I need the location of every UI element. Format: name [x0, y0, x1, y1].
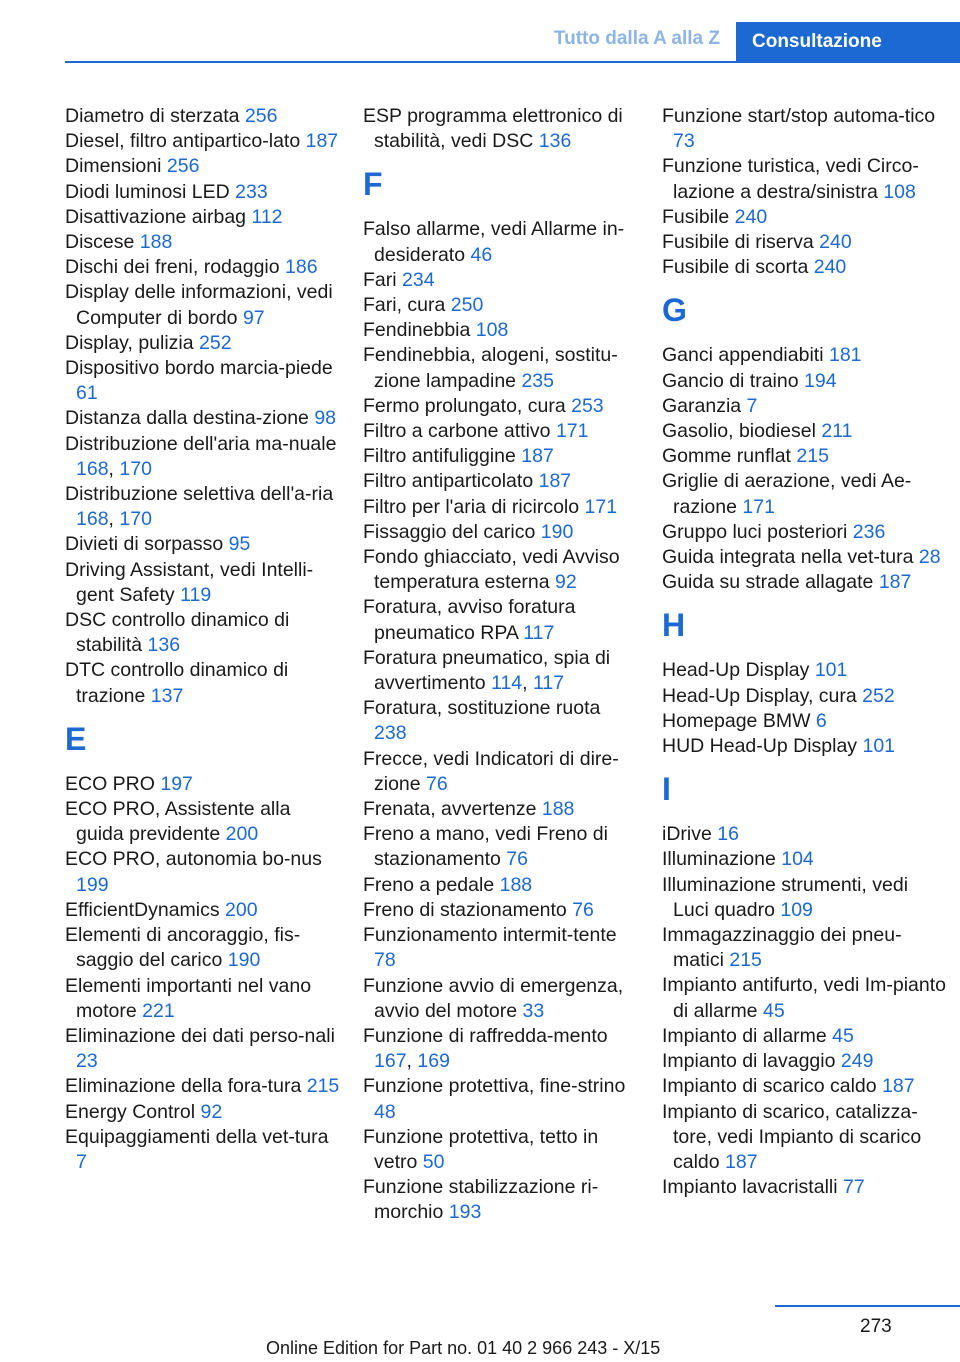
index-entry: [662, 545, 947, 570]
index-entry-term: Diodi luminosi LED: [65, 180, 230, 203]
index-entry: [65, 772, 340, 797]
page-reference-link[interactable]: 181: [828, 344, 862, 367]
page-reference-link[interactable]: 6: [815, 709, 827, 732]
index-entry-term: Griglie di aerazione, vedi Ae-razione: [662, 470, 912, 518]
index-entry: [363, 495, 638, 520]
index-entry-term: Homepage BMW: [662, 709, 811, 732]
page-header: [0, 0, 960, 62]
page-reference-link[interactable]: 252: [862, 684, 895, 707]
page-reference-link[interactable]: 46: [470, 243, 493, 266]
index-letter-heading: G: [662, 292, 687, 329]
page-reference-link[interactable]: 187: [305, 130, 339, 153]
index-entry-term: Garanzia: [662, 394, 742, 417]
page-reference-link[interactable]: 221: [142, 999, 175, 1022]
index-entry: [662, 343, 947, 368]
index-column-1: [65, 104, 340, 1175]
page-reference-link[interactable]: 136: [147, 634, 181, 657]
index-entry: [662, 469, 947, 519]
page-reference-link[interactable]: 77: [843, 1176, 865, 1199]
chapter-tab[interactable]: Consultazione: [736, 22, 960, 62]
page-reference-link[interactable]: 249: [840, 1050, 874, 1073]
index-entry-term: Frecce, vedi Indicatori di dire-zione: [363, 747, 619, 795]
index-letter-heading: I: [662, 771, 671, 808]
index-entry: [662, 419, 947, 444]
index-entry: [363, 974, 638, 1024]
index-entry: [363, 444, 638, 469]
index-entry-term: Fermo prolungato, cura: [363, 394, 566, 417]
index-entry-term: Eliminazione della fora-tura: [65, 1075, 302, 1098]
index-entry-term: Impianto lavacristalli: [662, 1176, 838, 1199]
index-entry-term: Gasolio, biodiesel: [662, 420, 816, 443]
index-entry-term: Equipaggiamenti della vet-tura: [65, 1125, 329, 1148]
page-reference-link[interactable]: 73: [673, 130, 695, 153]
page-reference-link[interactable]: 117: [523, 621, 555, 644]
page-reference-link[interactable]: 78: [374, 949, 396, 972]
index-entry: [65, 898, 340, 923]
index-entry: [65, 356, 340, 406]
page-reference-link[interactable]: 215: [306, 1075, 340, 1098]
index-entry: [662, 570, 947, 595]
index-entry: Distribuzione dell'aria ma-nuale 168, 170: [65, 432, 337, 480]
index-letter-heading: E: [65, 720, 87, 757]
page-reference-link[interactable]: 101: [814, 659, 848, 682]
index-entry-term: Frenata, avvertenze: [363, 798, 537, 821]
index-entry: [363, 268, 638, 293]
page-reference-link[interactable]: 193: [448, 1201, 482, 1224]
page-reference-link[interactable]: 235: [521, 369, 554, 392]
page-reference-link[interactable]: 137: [150, 684, 184, 707]
index-entry-term: Dischi dei freni, rodaggio: [65, 256, 280, 279]
index-entry-term: ECO PRO: [65, 772, 155, 795]
index-entry: [363, 343, 638, 393]
index-entry: [363, 873, 638, 898]
index-entry: [363, 318, 638, 343]
index-entry: [662, 444, 947, 469]
page-reference-link[interactable]: 199: [76, 873, 109, 896]
page-reference-link[interactable]: 76: [572, 898, 594, 921]
index-entry-term: Impianto antifurto, vedi Im-pianto di allarme: [662, 974, 946, 1022]
page-reference-link[interactable]: 188: [541, 798, 575, 821]
index-entry-term: Distribuzione selettiva dell'a-ria: [65, 483, 334, 506]
index-entry: [65, 129, 340, 154]
index-entry: [65, 974, 340, 1024]
index-entry: [662, 230, 947, 255]
edition-note: Online Edition for Part no. 01 40 2 966 243 - X/15: [266, 1338, 661, 1358]
section-title: Tutto dalla A alla Z: [553, 28, 720, 49]
page-reference-link[interactable]: 169: [417, 1050, 450, 1073]
index-entry-term: Fissaggio del carico: [363, 520, 536, 543]
index-entry: [363, 797, 638, 822]
index-entry-term: DTC controllo dinamico di trazione: [65, 659, 289, 707]
page-reference-link[interactable]: 188: [139, 231, 173, 254]
index-entry-term: Dispositivo bordo marcia-piede: [65, 357, 333, 380]
index-entry: [662, 973, 947, 1023]
page-reference-link[interactable]: 97: [242, 306, 265, 329]
index-entry: Distribuzione selettiva dell'a-ria 168, 170: [65, 483, 334, 531]
footer-rule: [775, 1305, 960, 1307]
page-reference-link[interactable]: 76: [426, 772, 448, 795]
index-entry: [65, 104, 340, 129]
index-entry: [363, 1175, 638, 1225]
index-entry-term: Discese: [65, 231, 135, 254]
index-entry-term: Foratura, avviso foratura pneumatico RPA: [363, 596, 576, 644]
index-entry: [65, 797, 340, 847]
index-entry-term: Immagazzinaggio dei pneu-matici: [662, 924, 902, 972]
page-reference-link[interactable]: 92: [555, 571, 577, 594]
page-reference-link[interactable]: 168: [76, 457, 109, 480]
index-entry-term: Gancio di traino: [662, 369, 799, 392]
index-entry: [662, 104, 947, 154]
index-entry: [662, 154, 947, 204]
index-entry-term: Fondo ghiacciato, vedi Avviso temperatura esterna: [363, 546, 620, 594]
index-entry-term: Funzione turistica, vedi Circo-lazione a destra/sinistra: [662, 155, 919, 203]
index-entry: [662, 1100, 947, 1176]
index-entry-term: Illuminazione strumenti, vedi Luci quadro: [662, 873, 909, 921]
index-entry: [65, 658, 340, 708]
page-reference-link[interactable]: 171: [555, 420, 589, 443]
index-entry: [363, 394, 638, 419]
page-reference-link[interactable]: 23: [76, 1050, 98, 1073]
index-entry: [363, 1074, 638, 1124]
index-entry: [363, 747, 638, 797]
index-entry: [363, 104, 638, 154]
index-entry: [662, 734, 947, 759]
index-entry-term: ESP programma elettronico di stabilità, vedi DSC: [363, 105, 623, 153]
index-entry: [363, 469, 638, 494]
index-entry: [662, 1049, 947, 1074]
page-number: 273: [860, 1316, 892, 1337]
index-entry: [662, 709, 947, 734]
index-entry: Funzione di raffredda-mento 167, 169: [363, 1024, 608, 1073]
index-entry: [65, 532, 340, 557]
page-reference-link[interactable]: 76: [506, 848, 528, 871]
index-entry-term: Elementi importanti nel vano motore: [65, 974, 312, 1022]
index-entry-term: Foratura pneumatico, spia di avvertimento: [363, 646, 611, 695]
index-entry: [363, 696, 638, 746]
page-reference-link[interactable]: 16: [717, 823, 739, 846]
index-entry-term: Display delle informazioni, vedi Computer di bordo: [65, 281, 333, 329]
page-reference-link[interactable]: 233: [235, 180, 268, 203]
index-entry-term: Eliminazione dei dati perso-nali: [65, 1024, 335, 1047]
index-entry: [662, 1074, 947, 1099]
page-reference-link[interactable]: 256: [244, 105, 278, 127]
index-entry-term: Filtro per l'aria di ricircolo: [363, 495, 580, 518]
index-entry-term: Guida integrata nella vet-tura: [662, 546, 914, 569]
index-column-3: [662, 104, 947, 1200]
page-reference-link[interactable]: 101: [862, 735, 896, 758]
index-entry-term: Fari: [363, 268, 397, 291]
page-reference-link[interactable]: 187: [878, 571, 912, 594]
index-entry: [662, 394, 947, 419]
page-reference-link[interactable]: 170: [119, 508, 152, 531]
index-entry-term: Freno a mano, vedi Freno di stazionamento: [363, 823, 608, 871]
index-entry: [65, 558, 340, 608]
index-letter-heading: H: [662, 607, 686, 644]
index-entry: [65, 180, 340, 205]
page-reference-link[interactable]: 186: [285, 256, 318, 279]
index-entry-term: Elementi di ancoraggio, fis-saggio del carico: [65, 924, 301, 972]
index-entry-term: Funzione protettiva, fine-strino: [363, 1075, 626, 1098]
page-reference-link[interactable]: 108: [883, 180, 916, 203]
index-entry-term: Funzione stabilizzazione ri-morchio: [363, 1176, 599, 1224]
index-column-2: [363, 104, 638, 1226]
index-entry-term: DSC controllo dinamico di stabilità: [65, 609, 290, 657]
index-entry-term: Guida su strade allagate: [662, 571, 874, 594]
index-entry: [363, 822, 638, 872]
index-entry: [65, 406, 340, 431]
index-entry: [65, 280, 340, 330]
page-reference-link[interactable]: 33: [522, 999, 545, 1022]
index-entry: [65, 205, 340, 230]
page-reference-link[interactable]: 190: [227, 949, 261, 972]
header-rule: [65, 61, 960, 63]
index-entry-term: Gomme runflat: [662, 445, 791, 468]
page-reference-link[interactable]: 215: [796, 445, 829, 468]
index-entry: [662, 1024, 947, 1049]
page-reference-link[interactable]: 187: [725, 1150, 758, 1173]
page-reference-link[interactable]: 119: [180, 583, 212, 606]
index-entry: [65, 1125, 340, 1175]
page-reference-link[interactable]: 197: [160, 772, 193, 795]
page-reference-link[interactable]: 92: [200, 1100, 223, 1123]
index-entry-term: Filtro antifuliggine: [363, 445, 516, 468]
index-entry: [662, 847, 947, 872]
page-reference-link[interactable]: 45: [762, 999, 785, 1022]
page-reference-link[interactable]: 187: [538, 470, 572, 493]
index-entry-term: Ganci appendiabiti: [662, 344, 824, 367]
index-entry: [65, 1074, 340, 1099]
index-entry: [65, 1024, 340, 1074]
index-entry: [662, 520, 947, 545]
page-reference-link[interactable]: 28: [918, 546, 941, 569]
index-entry: [363, 1125, 638, 1175]
page-reference-link[interactable]: 50: [422, 1150, 445, 1173]
index-entry-term: Energy Control: [65, 1100, 196, 1123]
page-reference-link[interactable]: 7: [746, 394, 758, 417]
index-entry: [363, 520, 638, 545]
index-entry: [662, 205, 947, 230]
index-entry-term: ECO PRO, Assistente alla guida previdente: [65, 798, 291, 846]
index-entry-term: Gruppo luci posteriori: [662, 520, 848, 543]
page-reference-link[interactable]: 250: [450, 294, 484, 317]
index-entry: Foratura pneumatico, spia di avvertimento 114, 117: [363, 646, 611, 695]
page-reference-link[interactable]: 171: [742, 495, 775, 518]
index-entry-term: Display, pulizia: [65, 331, 194, 354]
page-reference-link[interactable]: 211: [821, 420, 853, 443]
index-entry-term: Diametro di sterzata: [65, 105, 240, 127]
page-reference-link[interactable]: 48: [374, 1100, 396, 1123]
page-reference-link[interactable]: 240: [819, 231, 852, 254]
index-entry-term: Head-Up Display: [662, 659, 810, 682]
index-entry-term: Impianto di scarico, catalizza-tore, vedi Impianto di scarico caldo: [662, 1100, 922, 1173]
index-entry: [662, 1175, 947, 1200]
page-reference-link[interactable]: 168: [76, 508, 109, 531]
index-entry-term: Funzione protettiva, tetto in vetro: [363, 1125, 599, 1173]
page-reference-link[interactable]: 253: [571, 394, 604, 417]
index-entry: [65, 230, 340, 255]
index-entry-term: Impianto di allarme: [662, 1024, 827, 1047]
page-reference-link[interactable]: 187: [521, 445, 554, 468]
page-reference-link[interactable]: 108: [475, 319, 509, 342]
index-entry-term: Disattivazione airbag: [65, 205, 247, 228]
index-entry: [662, 822, 947, 847]
index-entry: [662, 255, 947, 280]
index-entry: [363, 419, 638, 444]
index-entry-term: Dimensioni: [65, 155, 162, 178]
index-entry-term: Driving Assistant, vedi Intelli-gent Safety: [65, 558, 314, 606]
index-letter-heading: F: [363, 166, 383, 203]
index-entry-term: Funzione di raffredda-mento: [363, 1024, 608, 1047]
index-entry-term: Freno di stazionamento: [363, 898, 567, 921]
page-reference-link[interactable]: 238: [374, 722, 407, 745]
index-entry: [662, 923, 947, 973]
page-reference-link[interactable]: 200: [225, 823, 259, 846]
index-entry-term: Funzionamento intermit-tente: [363, 924, 617, 947]
index-entry: [363, 545, 638, 595]
index-entry-term: Funzione start/stop automa-tico: [662, 105, 936, 127]
index-entry: [662, 369, 947, 394]
index-entry-term: Illuminazione: [662, 848, 776, 871]
page-reference-link[interactable]: 240: [813, 256, 847, 279]
index-entry-term: Head-Up Display, cura: [662, 684, 857, 707]
page-reference-link[interactable]: 200: [225, 898, 258, 921]
page-reference-link[interactable]: 109: [780, 898, 813, 921]
index-entry: [363, 923, 638, 973]
index-entry-term: Fusibile: [662, 205, 730, 228]
index-entry-term: HUD Head-Up Display: [662, 735, 858, 758]
index-entry-term: Fusibile di scorta: [662, 256, 809, 279]
index-entry: [65, 255, 340, 280]
index-entry-term: Foratura, sostituzione ruota: [363, 697, 601, 720]
page-reference-link[interactable]: 240: [734, 205, 768, 228]
index-entry: [363, 595, 638, 645]
page-reference-link[interactable]: 136: [538, 130, 572, 153]
page-reference-link[interactable]: 194: [804, 369, 837, 392]
index-entry-term: EfficientDynamics: [65, 898, 220, 921]
index-entry: [65, 154, 340, 179]
page-reference-link[interactable]: 215: [729, 949, 762, 972]
index-entry-term: Falso allarme, vedi Allarme in-desiderato: [363, 218, 625, 266]
page-reference-link[interactable]: 170: [119, 457, 152, 480]
index-entry-term: Distanza dalla destina-zione: [65, 407, 309, 430]
page-reference-link[interactable]: 171: [584, 495, 618, 518]
page-reference-link[interactable]: 236: [852, 520, 886, 543]
index-entry: [662, 873, 947, 923]
index-entry-term: Diesel, filtro antipartico-lato: [65, 130, 301, 153]
index-entry: [662, 658, 947, 683]
index-entry-term: Fendinebbia: [363, 319, 471, 342]
index-entry-term: Fari, cura: [363, 294, 446, 317]
index-entry-term: Distribuzione dell'aria ma-nuale: [65, 432, 337, 455]
index-entry: [65, 847, 340, 897]
page-reference-link[interactable]: 234: [402, 268, 435, 291]
page-reference-link[interactable]: 167: [374, 1050, 407, 1073]
index-entry-term: Freno a pedale: [363, 873, 495, 896]
page-reference-link[interactable]: 256: [166, 155, 200, 178]
page-reference-link[interactable]: 187: [882, 1075, 915, 1098]
index-entry: [662, 684, 947, 709]
index-entry-term: ECO PRO, autonomia bo-nus: [65, 848, 322, 871]
page-reference-link[interactable]: 117: [533, 672, 565, 695]
page-reference-link[interactable]: 114: [491, 672, 523, 695]
page-reference-link[interactable]: 98: [314, 407, 337, 430]
page-reference-link[interactable]: 112: [251, 205, 283, 228]
page-reference-link[interactable]: 190: [540, 520, 574, 543]
page-reference-link[interactable]: 7: [76, 1150, 87, 1173]
page-reference-link[interactable]: 95: [228, 533, 251, 556]
index-entry: [65, 923, 340, 973]
index-entry-term: iDrive: [662, 823, 712, 846]
index-entry-term: Fendinebbia, alogeni, sostitu-zione lampadine: [363, 344, 618, 392]
page-reference-link[interactable]: 252: [199, 331, 232, 354]
index-entry: [363, 293, 638, 318]
index-entry-term: Fusibile di riserva: [662, 231, 814, 254]
index-entry: [363, 217, 638, 267]
page-reference-link[interactable]: 61: [76, 382, 98, 405]
index-entry: [65, 331, 340, 356]
index-entry-term: Filtro a carbone attivo: [363, 420, 551, 443]
index-entry: [65, 608, 340, 658]
index-entry-term: Impianto di scarico caldo: [662, 1075, 877, 1098]
page-reference-link[interactable]: 104: [781, 848, 814, 871]
index-entry-term: Impianto di lavaggio: [662, 1050, 836, 1073]
index-entry-term: Filtro antiparticolato: [363, 470, 534, 493]
index-entry: [363, 898, 638, 923]
index-entry-term: Divieti di sorpasso: [65, 533, 224, 556]
index-entry-term: Funzione avvio di emergenza, avvio del motore: [363, 974, 624, 1022]
page-reference-link[interactable]: 45: [832, 1024, 854, 1047]
index-entry: [65, 1100, 340, 1125]
page-reference-link[interactable]: 188: [499, 873, 533, 896]
